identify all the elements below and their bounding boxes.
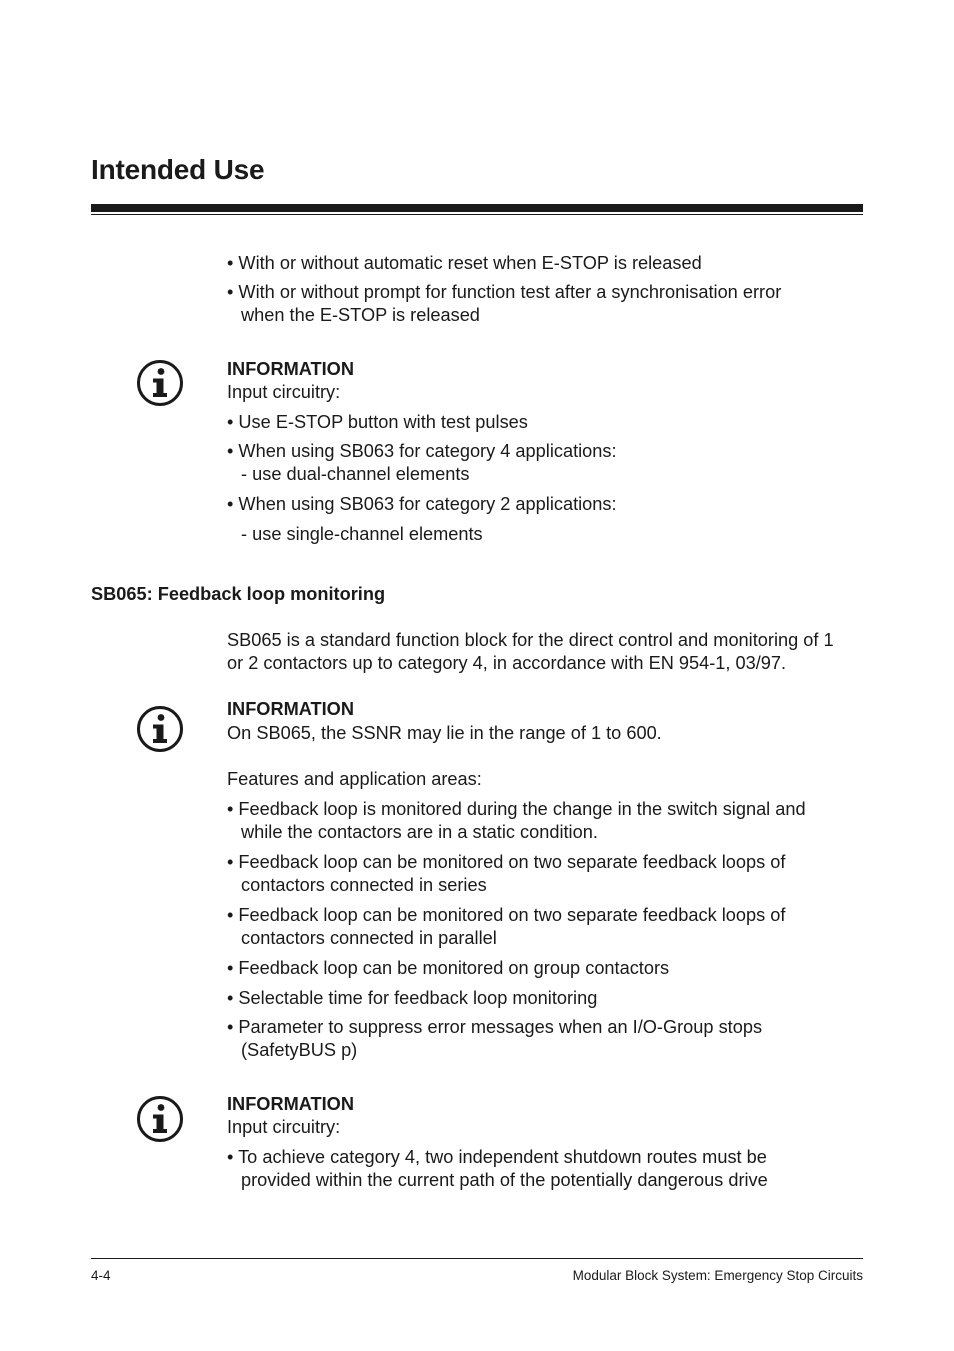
header-rule	[91, 204, 863, 212]
info-heading: INFORMATION	[227, 1094, 354, 1114]
info-text: Input circuitry:	[227, 382, 341, 402]
info-heading: INFORMATION	[227, 699, 354, 719]
list-item: • With or without automatic reset when E-STOP is released	[227, 253, 702, 273]
list-item-continuation: contactors connected in series	[241, 875, 487, 895]
list-item-continuation: contactors connected in parallel	[241, 928, 497, 948]
info-text: On SB065, the SSNR may lie in the range of 1 to 600.	[227, 723, 662, 743]
list-item-continuation: when the E-STOP is released	[241, 305, 480, 325]
page-number: 4-4	[91, 1268, 111, 1283]
paragraph-line: SB065 is a standard function block for the direct control and monitoring of 1	[227, 630, 834, 650]
info-icon	[136, 705, 184, 753]
list-item: • Use E-STOP button with test pulses	[227, 412, 528, 432]
section-heading: SB065: Feedback loop monitoring	[91, 584, 386, 604]
list-item-continuation: - use single-channel elements	[241, 524, 483, 544]
list-item: • Feedback loop can be monitored on two separate feedback loops of	[227, 905, 786, 925]
list-item: • To achieve category 4, two independent shutdown routes must be	[227, 1147, 767, 1167]
page-title: Intended Use	[91, 154, 265, 185]
info-text: Input circuitry:	[227, 1117, 341, 1137]
list-item: • With or without prompt for function test after a synchronisation error	[227, 282, 782, 302]
list-item: • Feedback loop can be monitored on group contactors	[227, 958, 670, 978]
list-item: • When using SB063 for category 4 applications:	[227, 441, 617, 461]
footer-rule	[91, 1258, 863, 1259]
list-item-continuation: - use dual-channel elements	[241, 464, 470, 484]
list-item-continuation: (SafetyBUS p)	[241, 1040, 358, 1060]
info-icon	[136, 359, 184, 407]
list-item-continuation: while the contactors are in a static condition.	[241, 822, 598, 842]
footer-title: Modular Block System: Emergency Stop Circuits	[572, 1268, 863, 1283]
info-heading: INFORMATION	[227, 359, 354, 379]
features-intro: Features and application areas:	[227, 769, 482, 789]
list-item: • Selectable time for feedback loop monitoring	[227, 988, 598, 1008]
header-rule-thin	[91, 214, 863, 215]
list-item: • When using SB063 for category 2 applications:	[227, 494, 617, 514]
list-item: • Parameter to suppress error messages when an I/O-Group stops	[227, 1017, 763, 1037]
paragraph-line: or 2 contactors up to category 4, in accordance with EN 954-1, 03/97.	[227, 653, 787, 673]
info-icon	[136, 1095, 184, 1143]
list-item-continuation: provided within the current path of the potentially dangerous drive	[241, 1170, 768, 1190]
list-item: • Feedback loop is monitored during the change in the switch signal and	[227, 799, 806, 819]
list-item: • Feedback loop can be monitored on two separate feedback loops of	[227, 852, 786, 872]
